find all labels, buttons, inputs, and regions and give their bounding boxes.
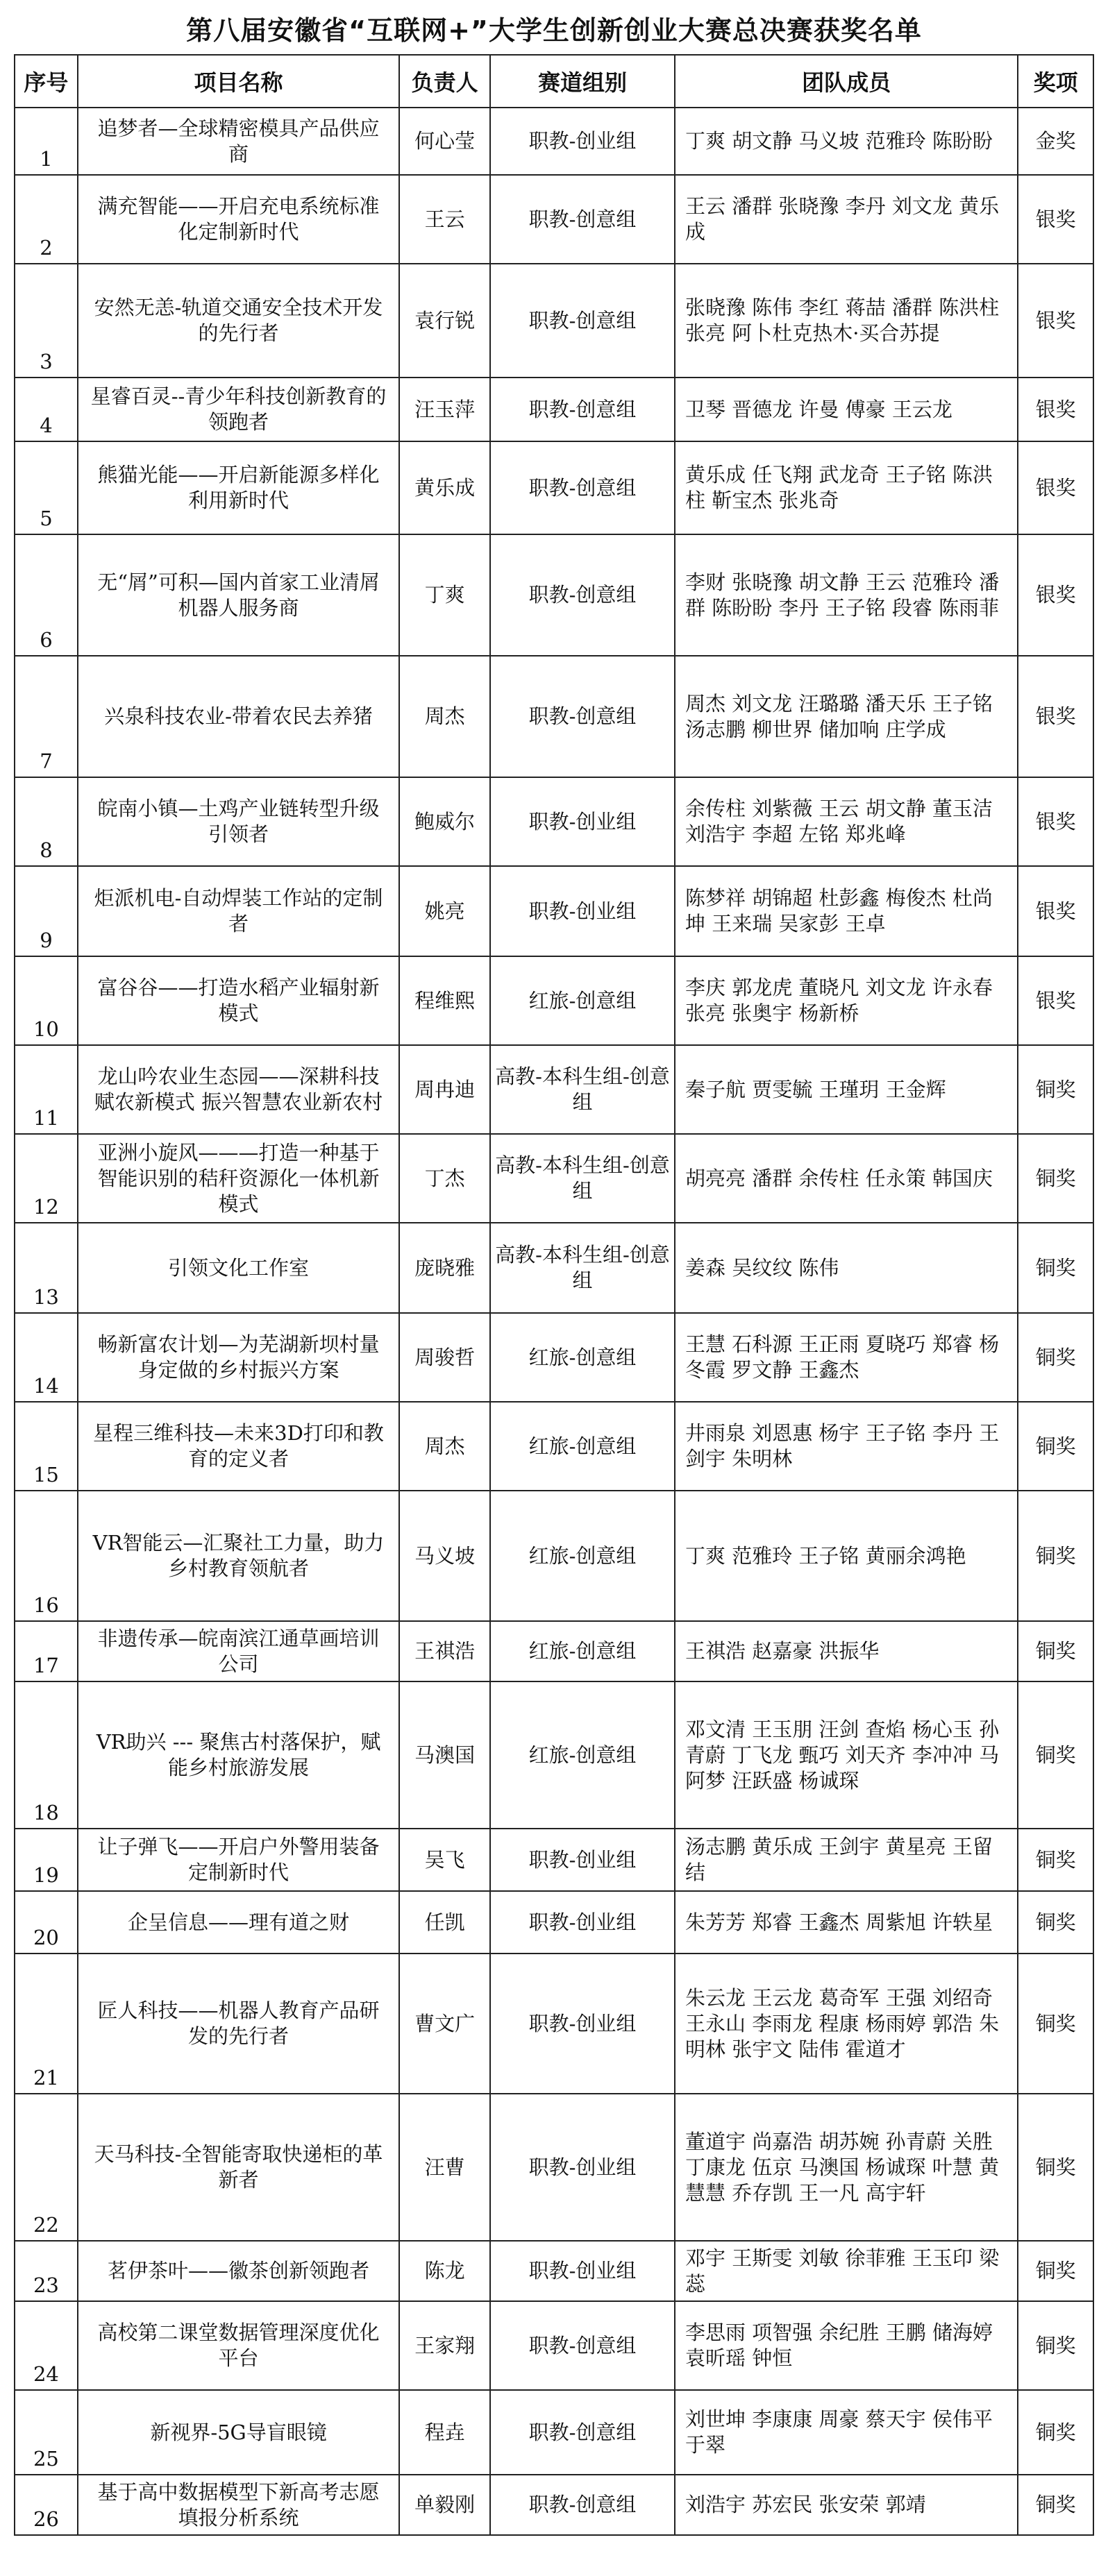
table-row [15, 108, 1093, 175]
cell-award: 铜奖 [1018, 1134, 1093, 1223]
cell-team: 王祺浩 赵嘉豪 洪振华 [675, 1621, 1018, 1681]
cell-no: 9 [15, 866, 78, 956]
table-row [15, 264, 1093, 378]
cell-award: 银奖 [1018, 378, 1093, 441]
cell-group: 红旅-创意组 [490, 1681, 675, 1829]
cell-no: 22 [15, 2094, 78, 2241]
table-row [15, 2390, 1093, 2475]
cell-leader: 鲍威尔 [399, 777, 490, 866]
cell-award: 银奖 [1018, 777, 1093, 866]
cell-group: 高教-本科生组-创意组 [490, 1223, 675, 1313]
cell-group: 职教-创业组 [490, 1954, 675, 2094]
cell-project-name: VR助兴 --- 聚焦古村落保护，赋能乡村旅游发展 [78, 1681, 399, 1829]
cell-award: 铜奖 [1018, 2390, 1093, 2475]
cell-no: 6 [15, 534, 78, 656]
cell-team: 姜森 吴纹纹 陈伟 [675, 1223, 1018, 1313]
cell-project-name: 匠人科技——机器人教育产品研发的先行者 [78, 1954, 399, 2094]
cell-project-name: 炬派机电-自动焊装工作站的定制者 [78, 866, 399, 956]
table-row [15, 777, 1093, 866]
cell-leader: 丁爽 [399, 534, 490, 656]
cell-group: 红旅-创意组 [490, 1402, 675, 1491]
cell-award: 铜奖 [1018, 1681, 1093, 1829]
cell-project-name: 龙山吟农业生态园——深耕科技赋农新模式 振兴智慧农业新农村 [78, 1045, 399, 1134]
table-row [15, 1954, 1093, 2094]
cell-award: 银奖 [1018, 656, 1093, 777]
cell-leader: 周杰 [399, 656, 490, 777]
awards-table [14, 54, 1094, 2536]
cell-project-name: 新视界-5G导盲眼镜 [78, 2390, 399, 2475]
cell-group: 职教-创意组 [490, 2301, 675, 2390]
cell-no: 10 [15, 956, 78, 1045]
cell-no: 21 [15, 1954, 78, 2094]
cell-group: 红旅-创意组 [490, 1313, 675, 1402]
cell-award: 铜奖 [1018, 1491, 1093, 1621]
cell-team: 汤志鹏 黄乐成 王剑宇 黄星亮 王留结 [675, 1829, 1018, 1891]
cell-leader: 何心莹 [399, 108, 490, 175]
cell-award: 铜奖 [1018, 1954, 1093, 2094]
cell-award: 铜奖 [1018, 1313, 1093, 1402]
cell-award: 铜奖 [1018, 1223, 1093, 1313]
table-row [15, 2094, 1093, 2241]
cell-award: 铜奖 [1018, 2094, 1093, 2241]
cell-group: 职教-创意组 [490, 534, 675, 656]
cell-leader: 庞晓雅 [399, 1223, 490, 1313]
cell-team: 朱云龙 王云龙 葛奇军 王强 刘绍奇 王永山 李雨龙 程康 杨雨婷 郭浩 朱明林 张宇文 陆伟 霍道才 [675, 1954, 1018, 2094]
cell-team: 丁爽 范雅玲 王子铭 黄丽余鸿艳 [675, 1491, 1018, 1621]
cell-group: 职教-创意组 [490, 441, 675, 534]
table-row [15, 1891, 1093, 1954]
cell-award: 银奖 [1018, 175, 1093, 264]
cell-team: 刘世坤 李康康 周豪 蔡天宇 侯伟平 于翠 [675, 2390, 1018, 2475]
cell-project-name: 追梦者—全球精密模具产品供应商 [78, 108, 399, 175]
table-row [15, 2475, 1093, 2535]
cell-group: 职教-创业组 [490, 777, 675, 866]
cell-team: 陈梦祥 胡锦超 杜彭鑫 梅俊杰 杜尚坤 王来瑞 吴家彭 王卓 [675, 866, 1018, 956]
cell-leader: 马澳国 [399, 1681, 490, 1829]
table-row [15, 2241, 1093, 2301]
cell-project-name: 安然无恙-轨道交通安全技术开发的先行者 [78, 264, 399, 378]
table-row [15, 534, 1093, 656]
cell-no: 20 [15, 1891, 78, 1954]
cell-leader: 单毅刚 [399, 2475, 490, 2535]
cell-award: 铜奖 [1018, 1891, 1093, 1954]
cell-group: 职教-创意组 [490, 656, 675, 777]
cell-no: 3 [15, 264, 78, 378]
cell-leader: 王祺浩 [399, 1621, 490, 1681]
header-no: 序号 [15, 55, 78, 108]
cell-project-name: 星睿百灵--青少年科技创新教育的领跑者 [78, 378, 399, 441]
cell-team: 余传柱 刘紫薇 王云 胡文静 董玉洁 刘浩宇 李超 左铭 郑兆峰 [675, 777, 1018, 866]
cell-no: 18 [15, 1681, 78, 1829]
cell-project-name: 让子弹飞——开启户外警用装备定制新时代 [78, 1829, 399, 1891]
cell-group: 红旅-创意组 [490, 1621, 675, 1681]
cell-leader: 吴飞 [399, 1829, 490, 1891]
cell-project-name: 皖南小镇—土鸡产业链转型升级引领者 [78, 777, 399, 866]
header-team: 团队成员 [675, 55, 1018, 108]
cell-award: 铜奖 [1018, 1045, 1093, 1134]
table-row [15, 378, 1093, 441]
cell-team: 李财 张晓豫 胡文静 王云 范雅玲 潘群 陈盼盼 李丹 王子铭 段睿 陈雨菲 [675, 534, 1018, 656]
table-row [15, 1313, 1093, 1402]
table-row [15, 1681, 1093, 1829]
cell-award: 铜奖 [1018, 1829, 1093, 1891]
header-award: 奖项 [1018, 55, 1093, 108]
header-group: 赛道组别 [490, 55, 675, 108]
cell-leader: 王云 [399, 175, 490, 264]
cell-group: 高教-本科生组-创意组 [490, 1134, 675, 1223]
cell-no: 8 [15, 777, 78, 866]
cell-project-name: 天马科技-全智能寄取快递柜的革新者 [78, 2094, 399, 2241]
cell-project-name: 茗伊茶叶——徽茶创新领跑者 [78, 2241, 399, 2301]
cell-leader: 任凯 [399, 1891, 490, 1954]
cell-group: 职教-创业组 [490, 2241, 675, 2301]
cell-leader: 丁杰 [399, 1134, 490, 1223]
cell-team: 卫琴 晋德龙 许曼 傅豪 王云龙 [675, 378, 1018, 441]
cell-award: 银奖 [1018, 264, 1093, 378]
cell-group: 职教-创意组 [490, 2390, 675, 2475]
cell-group: 职教-创业组 [490, 108, 675, 175]
cell-group: 职教-创意组 [490, 378, 675, 441]
cell-leader: 汪玉萍 [399, 378, 490, 441]
cell-team: 胡亮亮 潘群 余传柱 任永策 韩国庆 [675, 1134, 1018, 1223]
cell-group: 红旅-创意组 [490, 956, 675, 1045]
cell-team: 王慧 石科源 王正雨 夏晓巧 郑睿 杨冬霞 罗文静 王鑫杰 [675, 1313, 1018, 1402]
cell-project-name: 熊猫光能——开启新能源多样化利用新时代 [78, 441, 399, 534]
cell-team: 邓文清 王玉朋 汪剑 查焰 杨心玉 孙青蔚 丁飞龙 甄巧 刘天齐 李冲冲 马阿梦 汪跃盛 杨诚琛 [675, 1681, 1018, 1829]
table-row [15, 866, 1093, 956]
cell-project-name: 畅新富农计划—为芜湖新坝村量身定做的乡村振兴方案 [78, 1313, 399, 1402]
cell-award: 铜奖 [1018, 2475, 1093, 2535]
cell-group: 职教-创意组 [490, 2475, 675, 2535]
cell-leader: 陈龙 [399, 2241, 490, 2301]
cell-group: 职教-创意组 [490, 264, 675, 378]
cell-no: 17 [15, 1621, 78, 1681]
cell-no: 24 [15, 2301, 78, 2390]
table-body [15, 108, 1093, 2535]
cell-no: 7 [15, 656, 78, 777]
cell-award: 银奖 [1018, 956, 1093, 1045]
cell-group: 职教-创业组 [490, 866, 675, 956]
cell-award: 银奖 [1018, 534, 1093, 656]
cell-no: 14 [15, 1313, 78, 1402]
cell-no: 2 [15, 175, 78, 264]
cell-group: 高教-本科生组-创意组 [490, 1045, 675, 1134]
cell-no: 11 [15, 1045, 78, 1134]
cell-award: 银奖 [1018, 866, 1093, 956]
cell-team: 李庆 郭龙虎 董晓凡 刘文龙 许永春 张亮 张奥宇 杨新桥 [675, 956, 1018, 1045]
cell-project-name: 星程三维科技—未来3D打印和教育的定义者 [78, 1402, 399, 1491]
cell-project-name: VR智能云—汇聚社工力量，助力乡村教育领航者 [78, 1491, 399, 1621]
cell-team: 秦子航 贾雯毓 王瑾玥 王金辉 [675, 1045, 1018, 1134]
cell-team: 周杰 刘文龙 汪璐璐 潘天乐 王子铭 汤志鹏 柳世界 储加响 庄学成 [675, 656, 1018, 777]
cell-no: 4 [15, 378, 78, 441]
cell-no: 15 [15, 1402, 78, 1491]
cell-leader: 马义坡 [399, 1491, 490, 1621]
table-row [15, 1491, 1093, 1621]
cell-leader: 周冉迪 [399, 1045, 490, 1134]
cell-team: 张晓豫 陈伟 李红 蒋喆 潘群 陈洪柱 张亮 阿卜杜克热木·买合苏提 [675, 264, 1018, 378]
cell-project-name: 满充智能——开启充电系统标准化定制新时代 [78, 175, 399, 264]
cell-leader: 程垚 [399, 2390, 490, 2475]
cell-team: 丁爽 胡文静 马义坡 范雅玲 陈盼盼 [675, 108, 1018, 175]
table-row [15, 1134, 1093, 1223]
cell-leader: 袁行锐 [399, 264, 490, 378]
cell-team: 黄乐成 任飞翔 武龙奇 王子铭 陈洪柱 靳宝杰 张兆奇 [675, 441, 1018, 534]
cell-no: 5 [15, 441, 78, 534]
cell-group: 红旅-创意组 [490, 1491, 675, 1621]
table-row [15, 175, 1093, 264]
cell-no: 26 [15, 2475, 78, 2535]
cell-team: 刘浩宇 苏宏民 张安荣 郭靖 [675, 2475, 1018, 2535]
cell-project-name: 企呈信息——理有道之财 [78, 1891, 399, 1954]
cell-project-name: 兴泉科技农业-带着农民去养猪 [78, 656, 399, 777]
cell-group: 职教-创业组 [490, 2094, 675, 2241]
cell-team: 朱芳芳 郑睿 王鑫杰 周紫旭 许轶星 [675, 1891, 1018, 1954]
cell-no: 19 [15, 1829, 78, 1891]
cell-leader: 程维熙 [399, 956, 490, 1045]
cell-no: 12 [15, 1134, 78, 1223]
cell-project-name: 非遗传承—皖南滨江通草画培训公司 [78, 1621, 399, 1681]
cell-team: 李思雨 项智强 余纪胜 王鹏 储海婷 袁昕瑶 钟恒 [675, 2301, 1018, 2390]
cell-team: 董道宇 尚嘉浩 胡苏婉 孙青蔚 关胜 丁康龙 伍京 马澳国 杨诚琛 叶慧 黄慧慧 乔存凯 王一凡 高宇轩 [675, 2094, 1018, 2241]
cell-team: 王云 潘群 张晓豫 李丹 刘文龙 黄乐成 [675, 175, 1018, 264]
cell-project-name: 亚洲小旋风———打造一种基于智能识别的秸秆资源化一体机新模式 [78, 1134, 399, 1223]
cell-no: 23 [15, 2241, 78, 2301]
cell-team: 井雨泉 刘恩惠 杨宇 王子铭 李丹 王剑宇 朱明林 [675, 1402, 1018, 1491]
header-row [15, 55, 1093, 108]
header-project-name: 项目名称 [78, 55, 399, 108]
cell-project-name: 高校第二课堂数据管理深度优化平台 [78, 2301, 399, 2390]
cell-no: 16 [15, 1491, 78, 1621]
cell-leader: 姚亮 [399, 866, 490, 956]
cell-project-name: 基于高中数据模型下新高考志愿填报分析系统 [78, 2475, 399, 2535]
cell-project-name: 无“屑”可积—国内首家工业清屑机器人服务商 [78, 534, 399, 656]
cell-group: 职教-创意组 [490, 175, 675, 264]
table-row [15, 1621, 1093, 1681]
cell-award: 铜奖 [1018, 1621, 1093, 1681]
cell-award: 银奖 [1018, 441, 1093, 534]
cell-leader: 王家翔 [399, 2301, 490, 2390]
cell-leader: 曹文广 [399, 1954, 490, 2094]
cell-leader: 汪曹 [399, 2094, 490, 2241]
cell-award: 金奖 [1018, 108, 1093, 175]
cell-award: 铜奖 [1018, 1402, 1093, 1491]
cell-project-name: 富谷谷——打造水稻产业辐射新模式 [78, 956, 399, 1045]
cell-group: 职教-创业组 [490, 1829, 675, 1891]
cell-no: 1 [15, 108, 78, 175]
table-row [15, 2301, 1093, 2390]
cell-award: 铜奖 [1018, 2241, 1093, 2301]
document-title: 第八届安徽省“互联网+”大学生创新创业大赛总决赛获奖名单 [186, 15, 922, 46]
cell-leader: 周骏哲 [399, 1313, 490, 1402]
cell-award: 铜奖 [1018, 2301, 1093, 2390]
table-row [15, 1829, 1093, 1891]
table-row [15, 1223, 1093, 1313]
table-row [15, 441, 1093, 534]
table-row [15, 656, 1093, 777]
table-row [15, 956, 1093, 1045]
cell-leader: 周杰 [399, 1402, 490, 1491]
cell-leader: 黄乐成 [399, 441, 490, 534]
header-leader: 负责人 [399, 55, 490, 108]
cell-team: 邓宇 王斯雯 刘敏 徐菲雅 王玉印 梁蕊 [675, 2241, 1018, 2301]
table-row [15, 1045, 1093, 1134]
table-row [15, 1402, 1093, 1491]
cell-no: 13 [15, 1223, 78, 1313]
cell-no: 25 [15, 2390, 78, 2475]
cell-project-name: 引领文化工作室 [78, 1223, 399, 1313]
cell-group: 职教-创业组 [490, 1891, 675, 1954]
